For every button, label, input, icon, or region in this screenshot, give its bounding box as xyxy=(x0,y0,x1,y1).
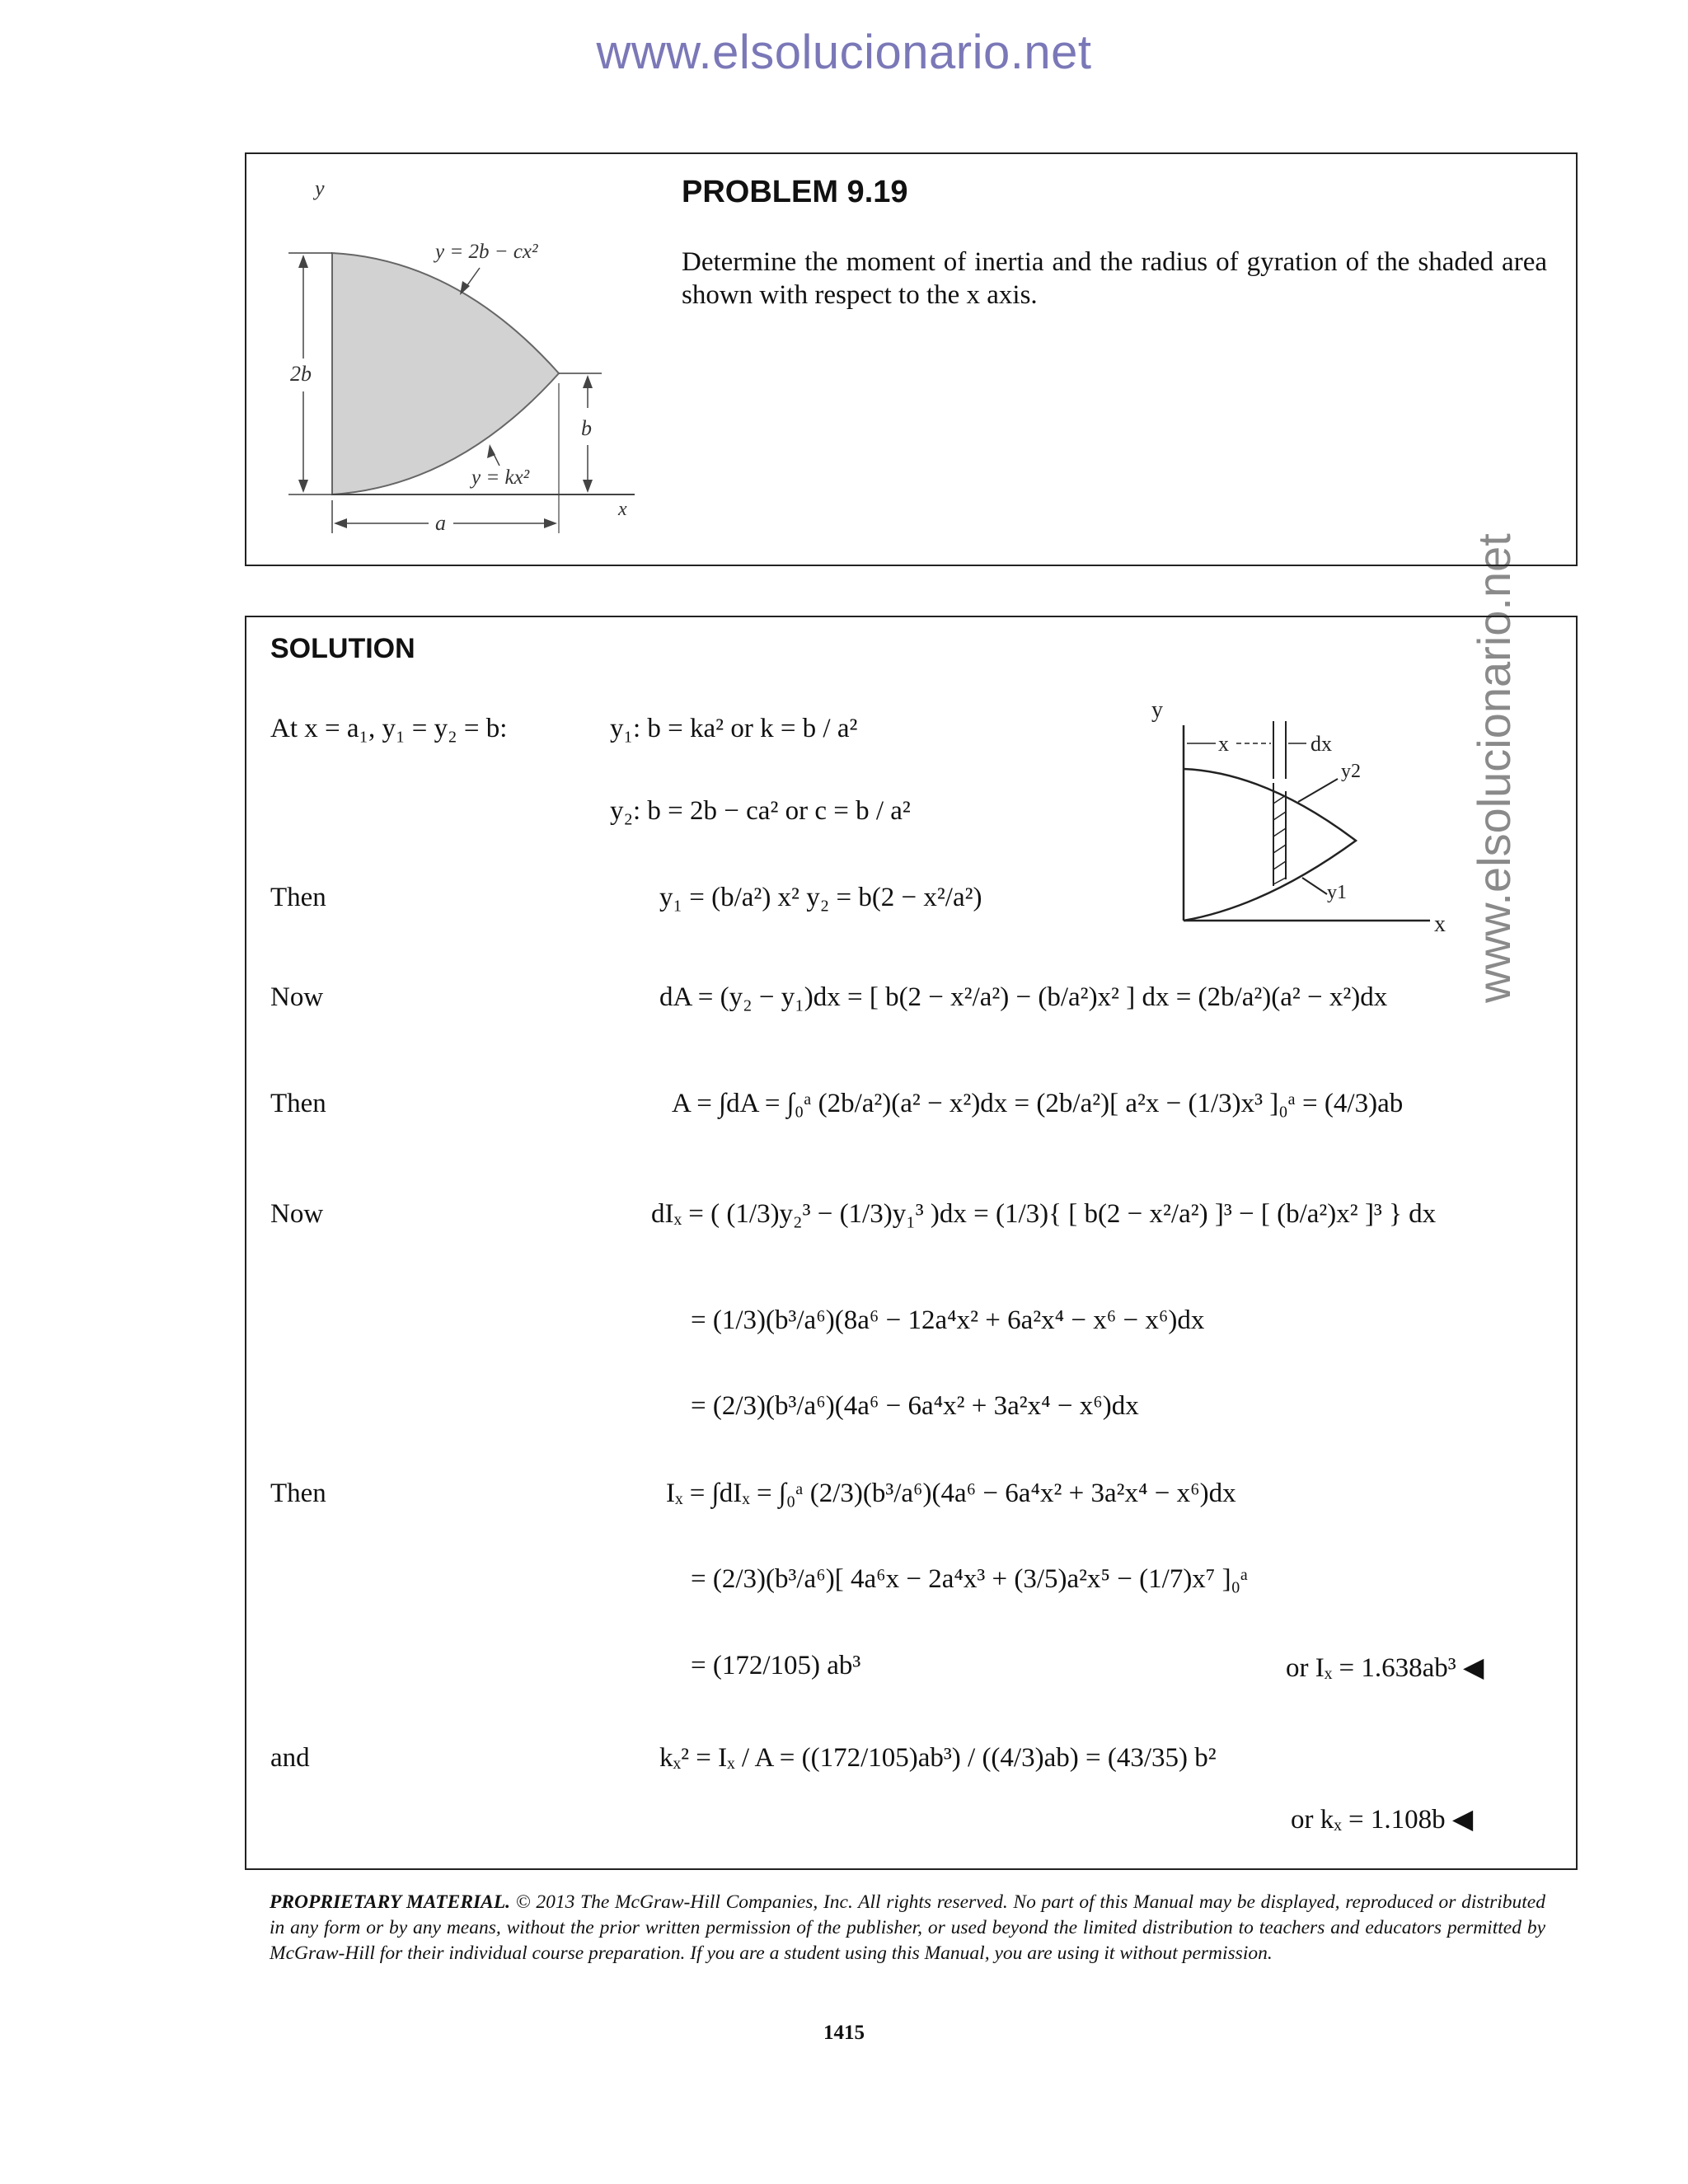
problem-figure xyxy=(247,161,676,560)
equation-y2: y₂: b = 2b − ca² or c = b / a² xyxy=(610,796,911,826)
dim-b-label: b xyxy=(581,416,592,440)
site-watermark: www.elsolucionario.net xyxy=(596,26,1092,79)
sketch-x-dim: x xyxy=(1218,732,1229,756)
equation-Ix-3: = (172/105) ab³ xyxy=(691,1651,861,1680)
equation-y1-y2: y₁ = (b/a²) x² y₂ = b(2 − x²/a²) xyxy=(659,883,982,912)
problem-title: PROBLEM 9.19 xyxy=(682,175,908,209)
problem-statement: Determine the moment of inertia and the radius of gyration of the shaded area shown with respect to the x axis. xyxy=(682,247,1547,310)
copyright-footer xyxy=(270,1890,1545,1966)
label-at: At x = a₁, y₁ = y₂ = b: xyxy=(270,714,508,743)
equation-kx: kₓ² = Iₓ / A = ((172/105)ab³) / ((4/3)ab) = (43/35) b² xyxy=(659,1743,1217,1773)
equation-expand-2: = (2/3)(b³/a⁶)(4a⁶ − 6a⁴x² + 3a²x⁴ − x⁶)dx xyxy=(691,1391,1139,1421)
footer-text: © 2013 The McGraw-Hill Companies, Inc. All rights reserved. No part of this Manual may be displayed, reproduced or distributed in any form or by any means, without the prior written permission of the publisher, or used beyond the limited distribution to teachers and educators permitted by McGraw-Hill for their individual course preparation. If you are a student using this Manual, you are using it without permission. xyxy=(270,1891,1545,1964)
dim-2b-label: 2b xyxy=(290,362,312,386)
label-now-1: Now xyxy=(270,982,324,1012)
dim-a-label: a xyxy=(435,511,446,535)
page-number: 1415 xyxy=(823,2022,865,2044)
equation-expand-1: = (1/3)(b³/a⁶)(8a⁶ − 12a⁴x² + 6a²x⁴ − x⁶ − x⁶)dx xyxy=(691,1305,1205,1335)
element-sketch xyxy=(1142,696,1471,944)
side-watermark: www.elsolucionario.net xyxy=(1468,533,1520,1003)
label-then-2: Then xyxy=(270,1089,326,1118)
equation-dIx: dIₓ = ( (1/3)y₂³ − (1/3)y₁³ )dx = (1/3){ [ b(2 − x²/a²) ]³ − [ (b/a²)x² ]³ } dx xyxy=(651,1199,1437,1229)
label-and: and xyxy=(270,1743,310,1773)
shaded-area xyxy=(332,253,559,494)
sketch-y2-label: y2 xyxy=(1341,761,1361,782)
y-axis-label: y xyxy=(315,176,325,200)
equation-A: A = ∫dA = ∫₀ᵃ (2b/a²)(a² − x²)dx = (2b/a²)[ a²x − (1/3)x³ ]₀ᵃ = (4/3)ab xyxy=(672,1089,1404,1118)
footer-bold: PROPRIETARY MATERIAL. xyxy=(270,1891,511,1913)
sketch-x-label: x xyxy=(1434,912,1446,937)
bottom-curve-label: y = kx² xyxy=(471,466,530,489)
sketch-dx-dim: dx xyxy=(1311,732,1332,756)
equation-Ix-2: = (2/3)(b³/a⁶)[ 4a⁶x − 2a⁴x³ + (3/5)a²x⁵ − (1/7)x⁷ ]₀ᵃ xyxy=(691,1564,1249,1594)
sketch-y-label: y xyxy=(1151,697,1163,723)
x-axis-label: x xyxy=(618,499,627,520)
sketch-y1-label: y1 xyxy=(1327,882,1347,903)
label-then-3: Then xyxy=(270,1479,326,1508)
solution-title: SOLUTION xyxy=(270,633,415,664)
label-then-1: Then xyxy=(270,883,326,912)
equation-Ix: Iₓ = ∫dIₓ = ∫₀ᵃ (2/3)(b³/a⁶)(4a⁶ − 6a⁴x² + 3a²x⁴ − x⁶)dx xyxy=(666,1479,1236,1508)
equation-y1: y₁: b = ka² or k = b / a² xyxy=(610,714,858,743)
result-kx: or kₓ = 1.108b ◀ xyxy=(1291,1805,1474,1835)
result-Ix: or Iₓ = 1.638ab³ ◀ xyxy=(1286,1653,1484,1683)
equation-dA: dA = (y₂ − y₁)dx = [ b(2 − x²/a²) − (b/a²)x² ] dx = (2b/a²)(a² − x²)dx xyxy=(659,982,1388,1012)
label-now-2: Now xyxy=(270,1199,324,1229)
top-curve-label: y = 2b − cx² xyxy=(435,241,538,263)
